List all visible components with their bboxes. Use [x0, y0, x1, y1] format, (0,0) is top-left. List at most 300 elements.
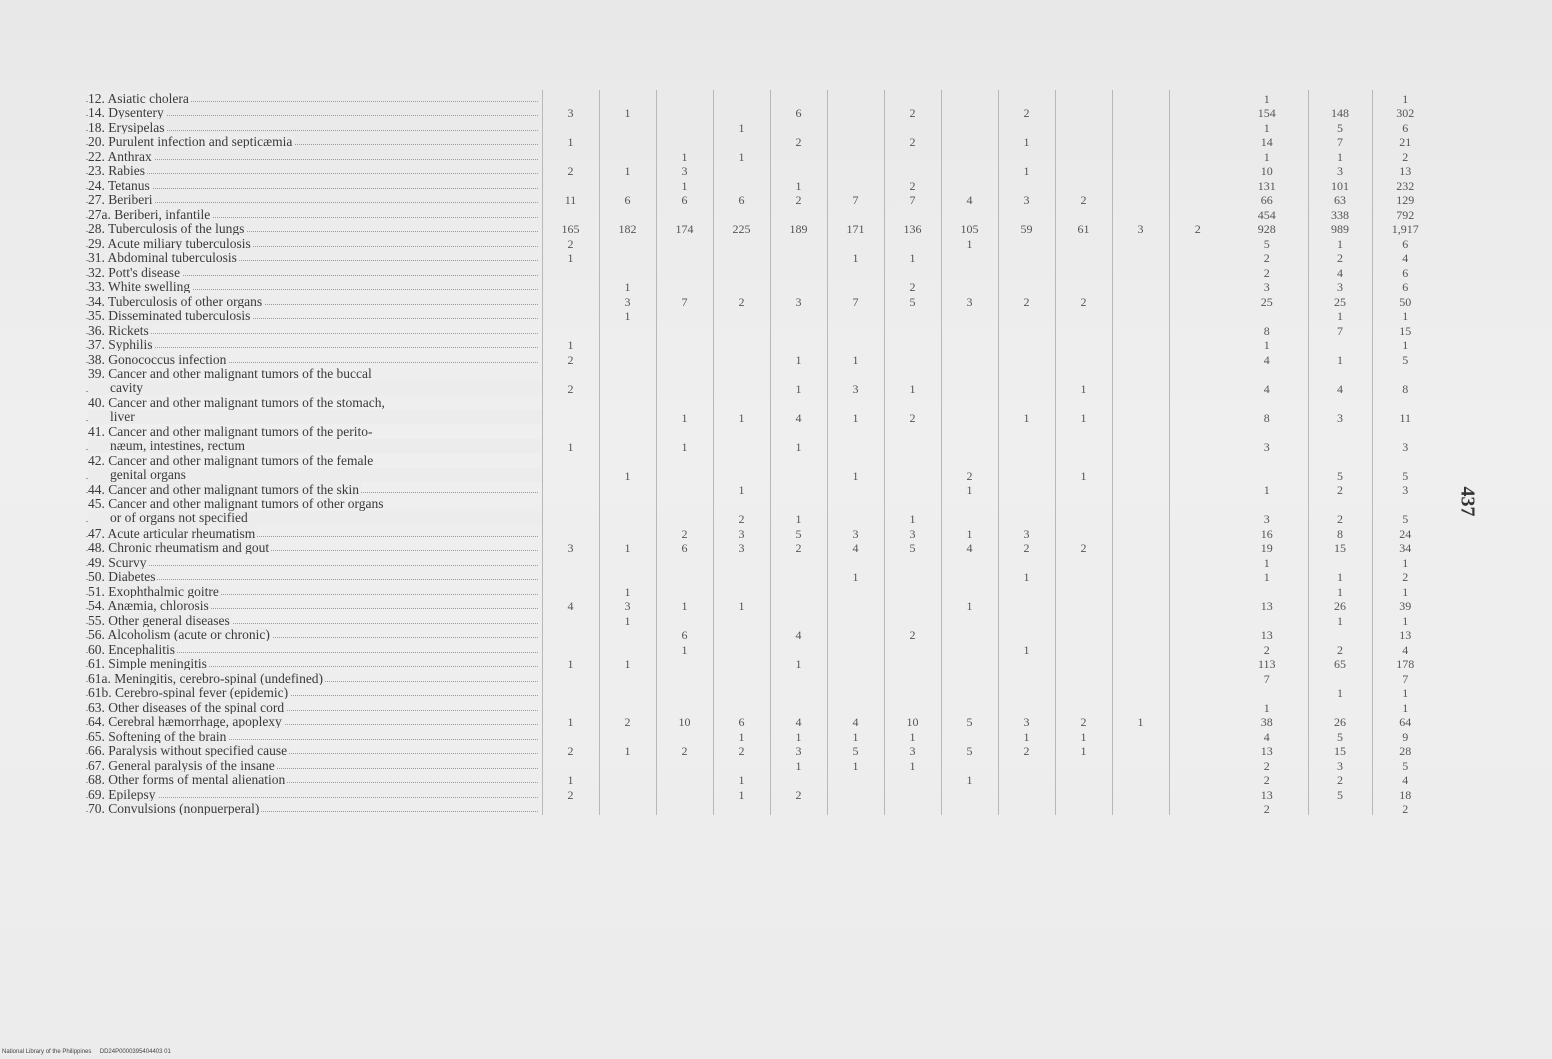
value-cell	[599, 554, 656, 569]
value-cell	[1055, 308, 1112, 323]
value-cell	[941, 308, 998, 323]
row-label	[86, 743, 542, 758]
value-cell	[713, 134, 770, 149]
value-cell: 28	[1372, 743, 1438, 758]
value-cell	[656, 685, 713, 700]
value-cell: 5	[941, 743, 998, 758]
row-label-text: 12. Asiatic cholera	[88, 90, 189, 105]
value-cell: 1	[713, 786, 770, 801]
row-label-text: 56. Alcoholism (acute or chronic)	[88, 627, 270, 641]
value-cell	[827, 148, 884, 163]
row-label	[86, 206, 542, 221]
value-cell	[941, 264, 998, 279]
value-cell	[1055, 424, 1112, 453]
value-cell	[656, 366, 713, 395]
table-row	[86, 337, 1438, 352]
row-label	[86, 641, 542, 656]
value-cell	[1055, 757, 1112, 772]
value-cell	[770, 308, 827, 323]
value-cell: 1	[1112, 714, 1169, 729]
value-cell	[1112, 496, 1169, 525]
value-cell: 3	[770, 743, 827, 758]
value-cell	[1112, 366, 1169, 395]
row-label-text: 14. Dysentery	[88, 105, 164, 119]
row-label	[86, 482, 542, 497]
row-label-text: 48. Chronic rheumatism and gout	[88, 540, 270, 554]
value-cell: 2	[884, 105, 941, 120]
value-cell	[656, 206, 713, 221]
value-cell	[1112, 743, 1169, 758]
row-label	[86, 540, 542, 555]
value-cell	[998, 206, 1055, 221]
value-cell: 19	[1260, 541, 1273, 554]
value-cell	[1169, 801, 1226, 816]
row-label-line1: 42. Cancer and other malignant tumors of the female	[88, 452, 374, 468]
value-cell	[656, 235, 713, 250]
value-cell: 1	[1372, 337, 1438, 352]
value-cell	[770, 264, 827, 279]
value-cell	[1308, 554, 1372, 569]
value-cell: 5	[884, 293, 941, 308]
row-label	[86, 569, 542, 584]
value-cell: 25	[1260, 294, 1273, 308]
value-cell	[884, 772, 941, 787]
value-cell: 928	[1257, 222, 1276, 235]
value-cell	[713, 453, 770, 482]
value-cell	[998, 235, 1055, 250]
value-cell: 1	[941, 235, 998, 250]
value-cell: 1	[1372, 583, 1438, 598]
value-cell: 3	[827, 366, 884, 395]
value-cell	[1112, 554, 1169, 569]
value-cell	[770, 641, 827, 656]
value-cell	[998, 482, 1055, 497]
value-cell: 5	[1308, 119, 1372, 134]
value-cell	[1055, 786, 1112, 801]
value-cell	[1112, 337, 1169, 352]
value-cell	[1055, 134, 1112, 149]
value-cell: 4	[1372, 641, 1438, 656]
value-cell: 24	[1372, 525, 1438, 540]
value-cell: 1	[1263, 338, 1270, 351]
row-label	[86, 308, 542, 323]
value-cell: 8	[1263, 323, 1270, 337]
row-label-line1: 40. Cancer and other malignant tumors of the stomach,	[88, 394, 385, 410]
value-cell: 8	[1263, 410, 1270, 424]
value-cell: 5	[1308, 786, 1372, 801]
value-cell	[770, 163, 827, 178]
value-cell	[827, 279, 884, 294]
value-cell	[599, 322, 656, 337]
value-cell: 1	[827, 728, 884, 743]
value-cell	[884, 641, 941, 656]
value-cell	[1112, 206, 1169, 221]
value-cell	[770, 612, 827, 627]
value-cell	[1169, 641, 1226, 656]
value-cell	[998, 424, 1055, 453]
value-cell	[770, 235, 827, 250]
value-cell	[827, 322, 884, 337]
value-cell: 2	[1372, 569, 1438, 584]
value-cell: 2	[1308, 250, 1372, 265]
value-cell	[1112, 119, 1169, 134]
value-cell	[1112, 177, 1169, 192]
value-cell	[884, 554, 941, 569]
value-cell	[656, 351, 713, 366]
value-cell	[713, 308, 770, 323]
value-cell	[1112, 699, 1169, 714]
value-cell	[941, 728, 998, 743]
value-cell: 63	[1308, 192, 1372, 207]
value-cell: 2	[1263, 642, 1270, 656]
value-cell: 6	[656, 540, 713, 555]
row-label	[86, 105, 542, 120]
row-label	[86, 148, 542, 163]
row-label-text: 31. Abdominal tuberculosis	[88, 250, 237, 264]
value-cell	[1169, 279, 1226, 294]
value-cell	[884, 786, 941, 801]
value-cell	[1055, 119, 1112, 134]
value-cell	[599, 235, 656, 250]
value-cell: 1	[542, 134, 599, 149]
value-cell	[827, 163, 884, 178]
value-cell: 129	[1372, 192, 1438, 207]
value-cell: 1	[713, 598, 770, 613]
value-cell	[1169, 482, 1226, 497]
value-cell	[1169, 192, 1226, 207]
value-cell: 5	[1308, 728, 1372, 743]
value-cell	[542, 525, 599, 540]
value-cell	[884, 308, 941, 323]
value-cell	[941, 177, 998, 192]
value-cell	[542, 685, 599, 700]
value-cell: 5	[1372, 496, 1438, 525]
value-cell	[1226, 685, 1308, 700]
value-cell	[827, 105, 884, 120]
value-cell	[542, 699, 599, 714]
value-cell	[1112, 757, 1169, 772]
value-cell: 21	[1372, 134, 1438, 149]
value-cell	[1169, 453, 1226, 482]
table-row	[86, 627, 1438, 642]
value-cell: 2	[884, 134, 941, 149]
value-cell	[884, 569, 941, 584]
value-cell: 3	[998, 192, 1055, 207]
value-cell: 1	[770, 757, 827, 772]
table-row	[86, 714, 1438, 729]
row-label-text: 70. Convulsions (nonpuerperal)	[88, 801, 260, 815]
value-cell	[1055, 250, 1112, 265]
value-cell: 3	[656, 163, 713, 178]
value-cell	[1112, 685, 1169, 700]
value-cell	[1112, 424, 1169, 453]
value-cell	[542, 728, 599, 743]
row-label-text: 32. Pott's disease	[88, 264, 181, 279]
value-cell: 66	[1260, 193, 1273, 206]
value-cell	[827, 583, 884, 598]
row-label	[86, 728, 542, 743]
value-cell: 2	[770, 540, 827, 555]
value-cell	[542, 322, 599, 337]
value-cell	[1169, 424, 1226, 453]
value-cell: 34	[1372, 540, 1438, 555]
value-cell: 1	[1308, 235, 1372, 250]
value-cell	[941, 801, 998, 816]
value-cell: 1	[542, 250, 599, 265]
value-cell	[1169, 569, 1226, 584]
value-cell: 1	[542, 772, 599, 787]
value-cell: 1	[770, 656, 827, 671]
value-cell	[998, 177, 1055, 192]
value-cell	[656, 250, 713, 265]
value-cell	[599, 366, 656, 395]
value-cell	[1055, 656, 1112, 671]
value-cell	[1308, 337, 1372, 352]
table-row	[86, 279, 1438, 294]
value-cell	[1112, 482, 1169, 497]
value-cell	[884, 424, 941, 453]
value-cell	[1055, 279, 1112, 294]
row-label-text: 33. White swelling	[88, 279, 191, 293]
value-cell	[884, 206, 941, 221]
value-cell	[656, 90, 713, 105]
value-cell	[770, 801, 827, 816]
table-row	[86, 206, 1438, 221]
value-cell	[656, 583, 713, 598]
row-label-text: 51. Exophthalmic goitre	[88, 583, 219, 598]
value-cell	[941, 279, 998, 294]
table-row	[86, 322, 1438, 337]
value-cell	[1112, 801, 1169, 816]
value-cell	[1169, 264, 1226, 279]
value-cell: 6	[1372, 235, 1438, 250]
value-cell	[542, 801, 599, 816]
value-cell	[713, 177, 770, 192]
value-cell	[1169, 612, 1226, 627]
value-cell	[599, 351, 656, 366]
value-cell	[998, 612, 1055, 627]
value-cell: 1	[599, 163, 656, 178]
value-cell: 1	[770, 366, 827, 395]
row-label	[86, 177, 542, 192]
value-cell	[656, 772, 713, 787]
value-cell	[827, 699, 884, 714]
value-cell	[713, 337, 770, 352]
value-cell	[827, 496, 884, 525]
value-cell: 13	[1372, 163, 1438, 178]
value-cell: 1	[713, 728, 770, 743]
value-cell: 1	[1263, 91, 1270, 105]
value-cell	[998, 656, 1055, 671]
value-cell	[1055, 264, 1112, 279]
value-cell: 3	[1112, 221, 1169, 236]
value-cell	[656, 482, 713, 497]
value-cell: 1	[770, 177, 827, 192]
value-cell: 3	[1308, 163, 1372, 178]
value-cell	[1055, 772, 1112, 787]
row-label	[86, 90, 542, 105]
value-cell	[770, 90, 827, 105]
value-cell	[542, 482, 599, 497]
value-cell	[1055, 322, 1112, 337]
value-cell: 1	[884, 366, 941, 395]
value-cell	[599, 496, 656, 525]
value-cell	[713, 90, 770, 105]
value-cell	[998, 685, 1055, 700]
value-cell: 3	[998, 714, 1055, 729]
value-cell	[542, 627, 599, 642]
table-body	[86, 90, 1438, 815]
value-cell	[827, 627, 884, 642]
value-cell: 1	[1263, 570, 1270, 583]
value-cell	[827, 685, 884, 700]
table-row	[86, 699, 1438, 714]
value-cell: 65	[1308, 656, 1372, 671]
row-label-line2: næum, intestines, rectum	[88, 439, 542, 453]
value-cell: 1	[770, 351, 827, 366]
value-cell: 1	[542, 656, 599, 671]
value-cell: 1	[713, 395, 770, 424]
table-row	[86, 148, 1438, 163]
value-cell	[941, 134, 998, 149]
value-cell	[941, 90, 998, 105]
value-cell	[1112, 772, 1169, 787]
row-label	[86, 627, 542, 642]
row-label	[86, 264, 542, 279]
value-cell	[1169, 540, 1226, 555]
value-cell: 1	[599, 743, 656, 758]
value-cell	[713, 424, 770, 453]
value-cell: 3	[713, 540, 770, 555]
value-cell	[998, 583, 1055, 598]
value-cell	[1226, 612, 1308, 627]
value-cell	[1169, 90, 1226, 105]
value-cell	[770, 699, 827, 714]
value-cell: 2	[1055, 293, 1112, 308]
value-cell: 4	[1263, 729, 1270, 743]
value-cell: 1	[827, 351, 884, 366]
value-cell: 1	[1263, 555, 1270, 569]
value-cell: 2	[770, 192, 827, 207]
table-row	[86, 612, 1438, 627]
value-cell	[1308, 424, 1372, 453]
value-cell	[1169, 714, 1226, 729]
value-cell: 1	[713, 119, 770, 134]
value-cell: 2	[1055, 714, 1112, 729]
value-cell: 1	[998, 569, 1055, 584]
table-row	[86, 772, 1438, 787]
value-cell	[827, 772, 884, 787]
value-cell: 1	[1308, 148, 1372, 163]
value-cell	[941, 366, 998, 395]
row-label-line1: 45. Cancer and other malignant tumors of other organs	[88, 496, 384, 511]
value-cell	[1226, 453, 1308, 482]
value-cell: 2	[542, 163, 599, 178]
value-cell	[998, 264, 1055, 279]
value-cell	[1112, 641, 1169, 656]
value-cell: 2	[884, 395, 941, 424]
value-cell	[1169, 337, 1226, 352]
value-cell	[713, 235, 770, 250]
value-cell: 1	[1055, 395, 1112, 424]
value-cell: 792	[1372, 206, 1438, 221]
value-cell	[998, 337, 1055, 352]
value-cell	[656, 322, 713, 337]
value-cell	[599, 801, 656, 816]
value-cell: 10	[656, 714, 713, 729]
value-cell	[599, 177, 656, 192]
value-cell: 2	[1263, 251, 1270, 264]
value-cell: 13	[1260, 744, 1273, 757]
value-cell	[998, 453, 1055, 482]
value-cell	[1055, 598, 1112, 613]
value-cell	[941, 206, 998, 221]
table-row	[86, 685, 1438, 700]
value-cell: 7	[1372, 670, 1438, 685]
row-label	[86, 685, 542, 700]
mortality-table	[86, 90, 1438, 815]
value-cell: 38	[1260, 715, 1273, 728]
value-cell: 1	[713, 148, 770, 163]
value-cell	[1112, 279, 1169, 294]
value-cell	[656, 757, 713, 772]
value-cell	[1055, 351, 1112, 366]
value-cell	[998, 699, 1055, 714]
row-label-text: 37. Syphilis	[88, 337, 153, 351]
value-cell: 9	[1372, 728, 1438, 743]
value-cell	[941, 351, 998, 366]
table-row	[86, 482, 1438, 497]
value-cell	[1308, 90, 1372, 105]
value-cell	[884, 583, 941, 598]
value-cell: 3	[1263, 439, 1270, 453]
value-cell: 7	[884, 192, 941, 207]
value-cell: 2	[1169, 221, 1226, 236]
value-cell	[1169, 366, 1226, 395]
row-label	[86, 612, 542, 627]
value-cell	[1055, 641, 1112, 656]
row-label	[86, 714, 542, 729]
value-cell	[656, 670, 713, 685]
value-cell	[1112, 105, 1169, 120]
value-cell: 10	[1260, 164, 1273, 177]
value-cell	[1169, 308, 1226, 323]
value-cell	[1112, 728, 1169, 743]
value-cell: 3	[884, 743, 941, 758]
value-cell: 1	[998, 163, 1055, 178]
row-label-line1: 41. Cancer and other malignant tumors of the perito-	[88, 423, 373, 439]
value-cell: 2	[1372, 801, 1438, 816]
value-cell	[1169, 351, 1226, 366]
value-cell: 1	[599, 540, 656, 555]
value-cell	[998, 119, 1055, 134]
value-cell	[827, 337, 884, 352]
value-cell	[656, 569, 713, 584]
value-cell	[884, 801, 941, 816]
table-row	[86, 192, 1438, 207]
value-cell	[884, 148, 941, 163]
value-cell	[1055, 627, 1112, 642]
table-row	[86, 496, 1438, 525]
value-cell: 1	[941, 598, 998, 613]
value-cell	[770, 670, 827, 685]
value-cell: 174	[656, 221, 713, 236]
value-cell	[1226, 583, 1308, 598]
value-cell	[542, 308, 599, 323]
value-cell	[599, 119, 656, 134]
value-cell: 3	[1308, 279, 1372, 294]
value-cell	[1055, 177, 1112, 192]
